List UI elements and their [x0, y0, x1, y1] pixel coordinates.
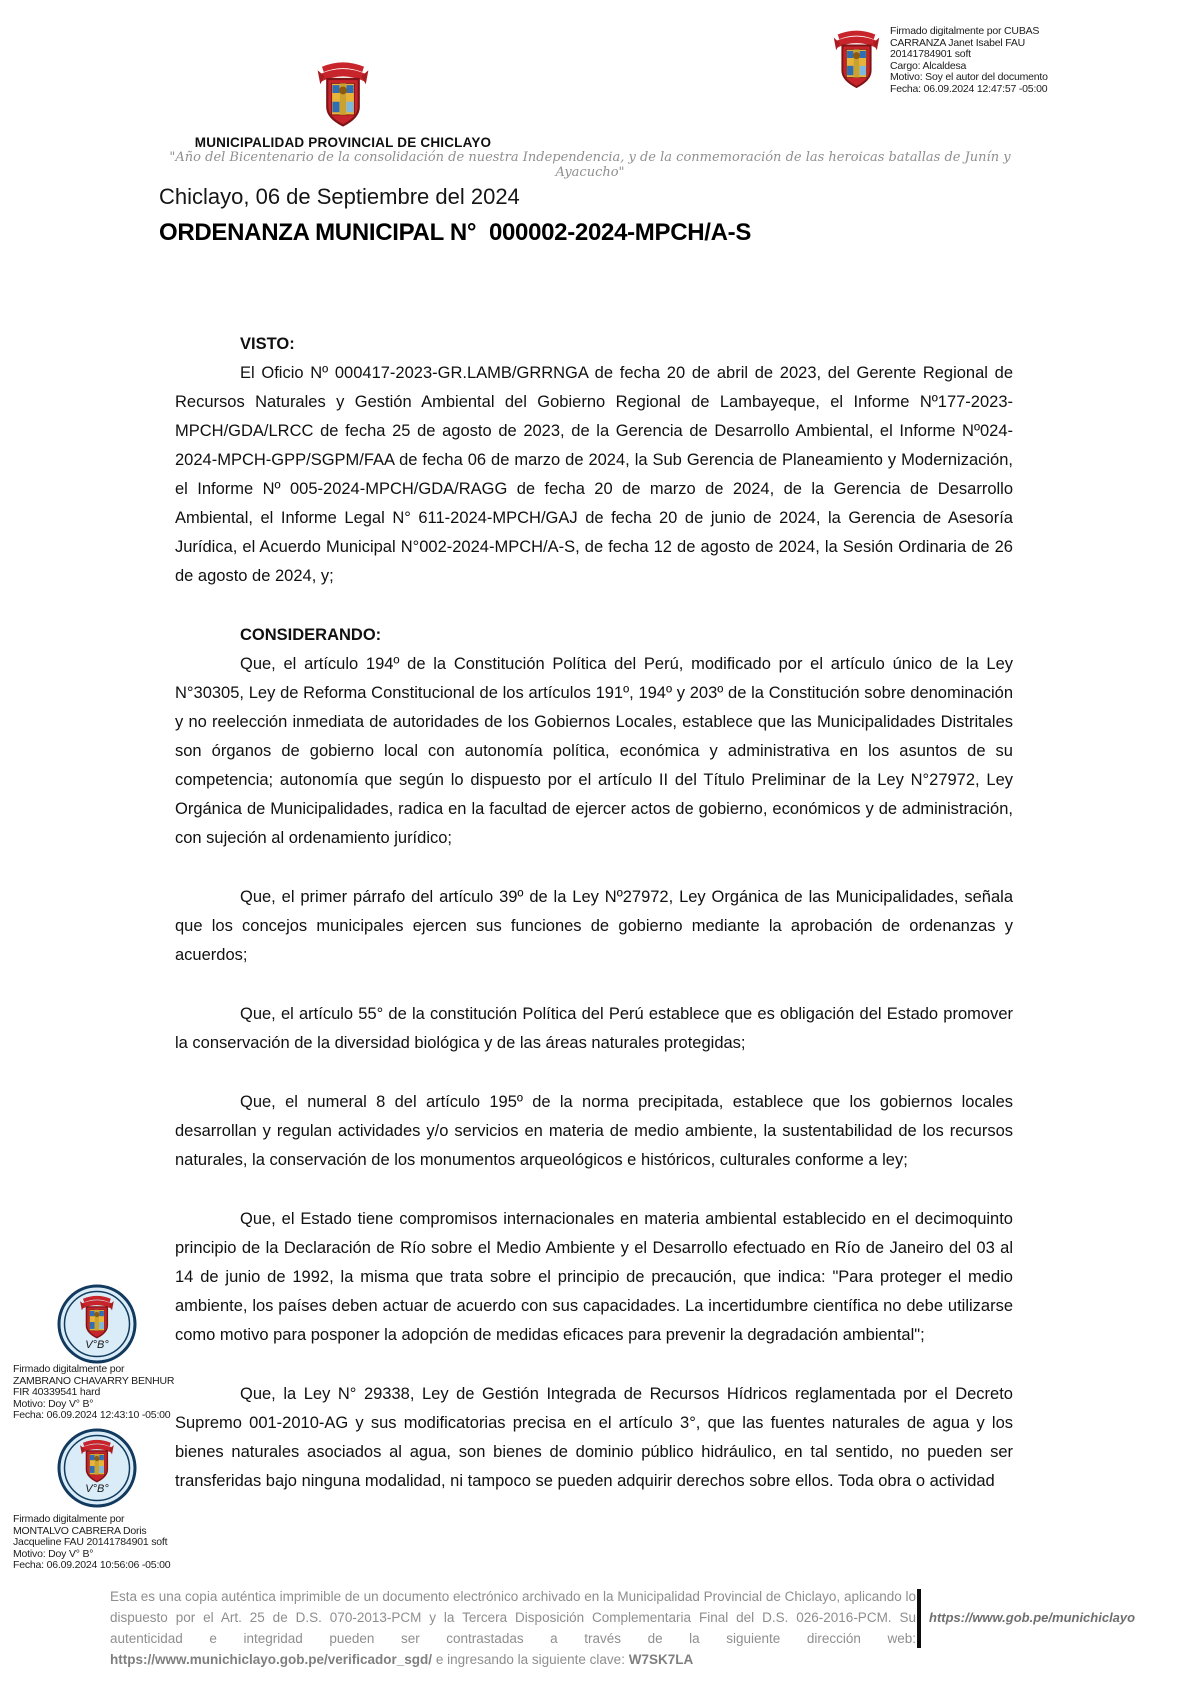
signature-text-line: Fecha: 06.09.2024 12:43:10 -05:00 — [13, 1409, 171, 1421]
body-paragraph: Que, la Ley N° 29338, Ley de Gestión Integrada de Recursos Hídricos reglamentada por el Decreto Supremo 001-2010-AG y sus modificatorias precisa en el artículo 3°, que las fuentes naturales de agua y los bienes naturales asociados al agua, son bienes de dominio público hidráulico, en tal sentido, no pueden ser transferidas bajo ninguna modalidad, ni tampoco se pueden adquirir derechos sobre ellos. Toda obra o actividad — [175, 1385, 1013, 1490]
body-paragraph: Que, el artículo 55° de la constitución Política del Perú establece que es obligación del Estado promover la conservación de la diversidad biológica y de las áreas naturales protegidas; — [175, 1005, 1013, 1052]
document-title: ORDENANZA MUNICIPAL N° 000002-2024-MPCH/A-S — [159, 219, 752, 246]
digital-signature-box — [833, 26, 1048, 95]
stamp-signature-text-1 — [13, 1364, 174, 1422]
document-body — [175, 330, 1013, 1526]
visto-paragraph: El Oficio Nº 000417-2023-GR.LAMB/GRRNGA de fecha 20 de abril de 2023, del Gerente Regional de Recursos Naturales y Gestión Ambiental del Gobierno Regional de Lambayeque, el Informe Nº177-2023-MPCH/GDA/LRCC de fecha 25 de agosto de 2023, de la Gerencia de Desarrollo Ambiental, el Informe Nº024-2024-MPCH-GPP/SGPM/FAA de fecha 06 de marzo de 2024, la Sub Gerencia de Planeamiento y Modernización, el Informe Nº 005-2024-MPCH/GDA/RAGG de fecha 20 de marzo de 2024, de la Gerencia de Desarrollo Ambiental, el Informe Legal N° 611-2024-MPCH/GAJ de fecha 20 de junio de 2024, la Gerencia de Asesoría Jurídica, el Acuerdo Municipal N°002-2024-MPCH/A-S, de fecha 12 de agosto de 2024, la Sesión Ordinaria de 26 de agosto de 2024, y; — [175, 364, 1013, 585]
signature-text-line: Firmado digitalmente por CUBAS — [890, 25, 1040, 37]
body-paragraph: Que, el artículo 194º de la Constitución Política del Perú, modificado por el artículo único de la Ley N°30305, Ley de Reforma Constitucional de los artículos 191º, 194º y 203º de la Constitución sobre denominación y no reelección inmediata de autoridades de los Gobiernos Locales, establece que las Municipalidades Distritales son órganos de gobierno local con autonomía política, económica y administrativa en los asuntos de su competencia; autonomía que según lo dispuesto por el artículo II del Título Preliminar de la Ley N°27972, Ley Orgánica de Municipalidades, radica en la facultad de ejercer actos de gobierno, económicos y de administración, con sujeción al ordenamiento jurídico; — [175, 655, 1013, 847]
footer-verification-key: W7SK7LA — [628, 1652, 694, 1667]
signature-text-line: Jacqueline FAU 20141784901 soft — [13, 1536, 168, 1548]
signature-text-line: Fecha: 06.09.2024 12:47:57 -05:00 — [890, 82, 1048, 95]
stamp-seal-icon — [57, 1284, 137, 1364]
signature-text-line: Firmado digitalmente por — [13, 1363, 125, 1375]
vobo-stamp-1 — [57, 1284, 137, 1369]
stamp-vobo-label: V°B° — [85, 1483, 109, 1495]
signature-text-line: Fecha: 06.09.2024 10:56:06 -05:00 — [13, 1559, 171, 1571]
signature-text-line: Motivo: Doy V° B° — [13, 1547, 94, 1560]
stamp-vobo-label: V°B° — [85, 1339, 109, 1351]
coat-of-arms-icon — [312, 58, 374, 128]
stamp-signature-text-2 — [13, 1514, 170, 1572]
date-line: Chiclayo, 06 de Septiembre del 2024 — [159, 184, 520, 209]
signature-text-line: ZAMBRANO CHAVARRY BENHUR — [13, 1374, 175, 1387]
footer-verifier-url: https://www.munichiclayo.gob.pe/verificador_sgd/ — [110, 1652, 433, 1667]
signature-text-line: Firmado digitalmente por — [13, 1513, 125, 1525]
header-logo-block — [178, 58, 508, 150]
coat-of-arms-icon — [833, 26, 880, 90]
body-paragraph: Que, el Estado tiene compromisos internacionales en materia ambiental establecido en el decimoquinto principio de la Declaración de Río sobre el Medio Ambiente y el Desarrollo efectuado en Río de Janeiro del 03 al 14 de junio de 1992, la misma que trata sobre el principio de precaución, que indica: "Para proteger el medio ambiente, los países deben actuar de acuerdo con sus capacidades. La incertidumbre científica no debe utilizarse como motivo para posponer la adopción de medidas eficaces para prevenir la degradación ambiental"; — [175, 1210, 1013, 1344]
body-paragraph: Que, el numeral 8 del artículo 195º de la norma precipitada, establece que los gobiernos locales desarrollan y regulan actividades y/o servicios en materia de medio ambiente, la sustentabilidad de los recursos naturales, la conservación de los monumentos arqueológicos e históricos, culturales conforme a ley; — [175, 1093, 1013, 1169]
footer-text: Esta es una copia auténtica imprimible de un documento electrónico archivado en la Municipalidad Provincial de Chiclayo, aplicando lo dispuesto por el Art. 25 de D.S. 070-2013-PCM y la Tercera Disposición Complementaria Final del D.S. 026-2016-PCM. Su autenticidad e integridad pueden ser contrastadas a través de la siguiente dirección web: — [110, 1589, 916, 1646]
footer-divider — [917, 1589, 921, 1648]
footer-authenticity-note — [110, 1586, 916, 1670]
footer-site-url: https://www.gob.pe/munichiclayo — [929, 1610, 1136, 1625]
considerando-paragraphs — [175, 650, 1013, 1496]
signature-text-line: FIR 40339541 hard — [13, 1386, 101, 1398]
motto-line: "Año del Bicentenario de la consolidación de nuestra Independencia, y de la conmemoración de las heroicas batallas de Junín y Ayacucho" — [169, 150, 1011, 180]
signature-text-line: CARRANZA Janet Isabel FAU — [890, 36, 1026, 49]
considerando-heading: CONSIDERANDO: — [240, 626, 382, 644]
signature-text-line: 20141784901 soft — [890, 48, 971, 60]
signature-text-line: Motivo: Doy V° B° — [13, 1397, 94, 1410]
body-paragraph: Que, el primer párrafo del artículo 39º de la Ley Nº27972, Ley Orgánica de las Municipalidades, señala que los concejos municipales ejercen sus funciones de gobierno mediante la aprobación de ordenanzas y acuerdos; — [175, 888, 1013, 964]
signature-text-line: Cargo: Alcaldesa — [890, 59, 967, 72]
visto-heading: VISTO: — [240, 335, 295, 353]
signature-text-line: Motivo: Soy el autor del documento — [890, 71, 1048, 83]
signature-text — [890, 26, 1048, 95]
stamp-seal-icon — [57, 1428, 137, 1508]
signature-text-line: MONTALVO CABRERA Doris — [13, 1524, 147, 1537]
org-name: MUNICIPALIDAD PROVINCIAL DE CHICLAYO — [194, 135, 492, 150]
vobo-stamp-2 — [57, 1428, 137, 1513]
footer-text: e ingresando la siguiente clave: — [432, 1652, 629, 1667]
